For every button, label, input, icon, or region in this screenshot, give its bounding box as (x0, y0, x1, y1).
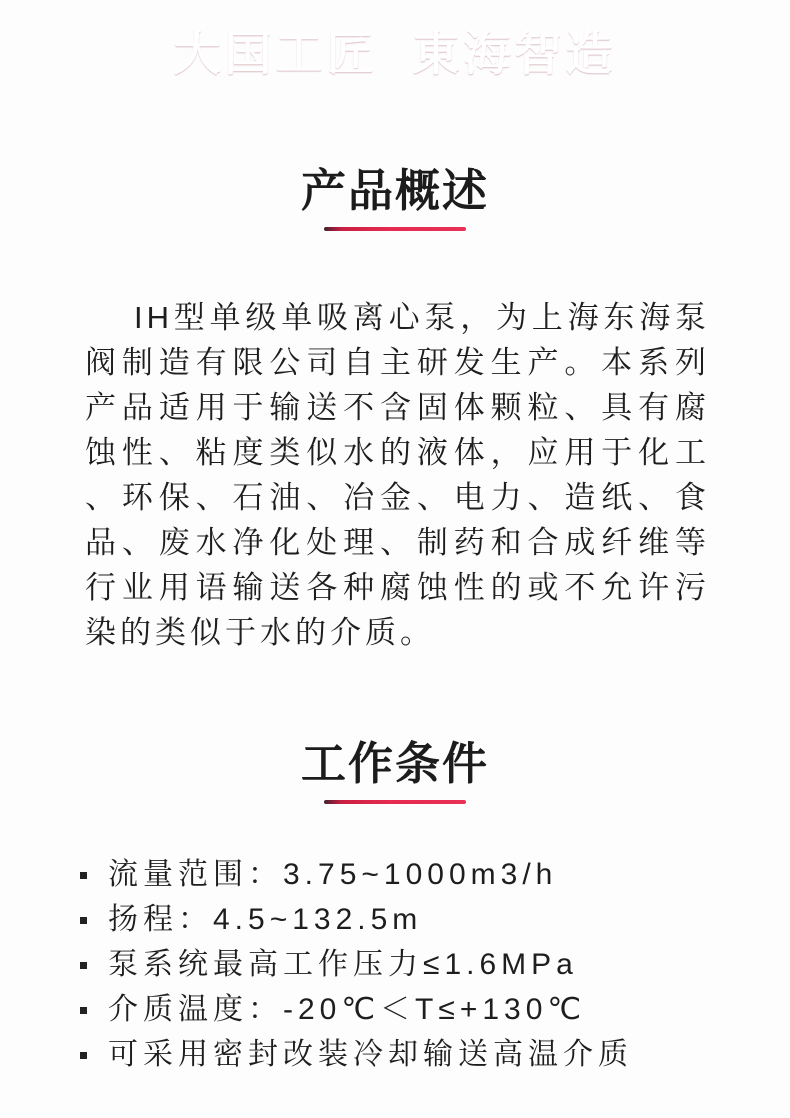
paragraph-line: 、环保、石油、冶金、电力、造纸、食 (85, 480, 710, 515)
overview-section-title: 产品概述 (300, 165, 489, 216)
conditions-section-title: 工作条件 (300, 738, 489, 789)
bullet-icon (80, 1007, 87, 1014)
bullet-icon (80, 872, 87, 879)
bullet-icon (80, 1052, 87, 1059)
list-item (80, 904, 790, 936)
paragraph-line: 行业用语输送各种腐蚀性的或不允许污 (85, 570, 710, 605)
list-item (80, 949, 790, 981)
paragraph-line: 产品适用于输送不含固体颗粒、具有腐 (85, 390, 710, 425)
conditions-title-underline (324, 800, 466, 804)
condition-text: 可采用密封改装冷却输送高温介质 (108, 1038, 633, 1071)
paragraph-line: 品、废水净化处理、制药和合成纤维等 (85, 525, 710, 560)
condition-text: 泵系统最高工作压力≤1.6MPa (108, 948, 578, 981)
top-banner (0, 0, 790, 90)
banner-title: 大国工匠 東海智造 (173, 26, 617, 80)
bullet-icon (80, 962, 87, 969)
list-item (80, 1039, 790, 1071)
bullet-icon (80, 917, 87, 924)
working-conditions-section (0, 738, 790, 1071)
paragraph-line: IH型单级单吸离心泵，为上海东海泵 (134, 300, 710, 335)
list-item (80, 859, 790, 891)
paragraph-line: 阀制造有限公司自主研发生产。本系列 (85, 345, 710, 380)
overview-title-underline (324, 227, 466, 231)
condition-text: 流量范围：3.75~1000m3/h (108, 858, 558, 891)
overview-paragraph (85, 295, 710, 655)
overview-section (0, 165, 790, 655)
paragraph-line: 染的类似于水的介质。 (85, 615, 435, 650)
condition-text: 介质温度：-20℃＜T≤+130℃ (108, 993, 587, 1026)
list-item (80, 994, 790, 1026)
conditions-list (80, 859, 790, 1071)
paragraph-line: 蚀性、粘度类似水的液体，应用于化工 (85, 435, 710, 470)
condition-text: 扬程：4.5~132.5m (108, 903, 423, 936)
